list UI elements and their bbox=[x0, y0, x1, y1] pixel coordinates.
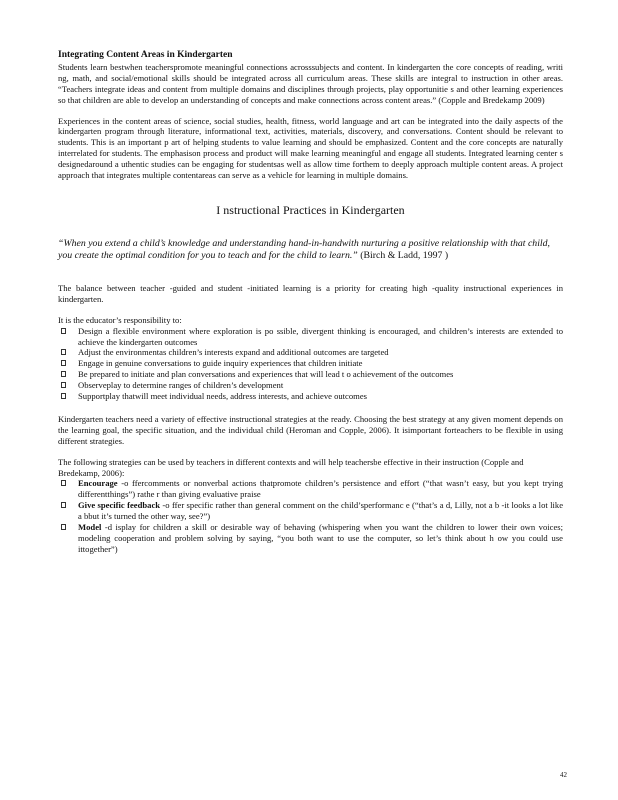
list-item: Observeplay to determine ranges of children’s development bbox=[58, 380, 563, 391]
list-item: Adjust the environmentas children’s interests expand and additional outcomes are targeted bbox=[58, 347, 563, 358]
page-number: 42 bbox=[560, 771, 567, 779]
strategy-term: Encourage bbox=[78, 478, 118, 489]
list-item: Supportplay thatwill meet individual needs, address interests, and achieve outcomes bbox=[58, 391, 563, 402]
paragraph-strategies: Kindergarten teachers need a variety of effective instructional strategies at the ready. Choosing the best strategy at any given moment depends on the learning goal, the specific situation, and the individual child (Heroman and Copple, 2006). It isimportant forteachers to be flexible in using different strategies. bbox=[58, 413, 563, 446]
bullet-box-icon bbox=[61, 480, 66, 486]
strategy-text: -d isplay for children a skill or desirable way of behaving (whispering when you want the children to lower their own voices; modeling cooperation and problem solving by saying, “you both want to use the computer, so let’s think about h ow you could use ittogether”) bbox=[78, 522, 563, 554]
list-item bbox=[58, 478, 563, 500]
bullet-box-icon bbox=[61, 328, 66, 334]
quote-citation: (Birch & Ladd, 1997 ) bbox=[357, 250, 449, 262]
quote-text: “When you extend a child’s knowledge and understanding hand-in-handwith nurturing a positive relationship with that child, you create the optimal condition for you to teach and for the child to learn.” bbox=[58, 237, 550, 262]
list-item: Design a flexible environment where exploration is po ssible, divergent thinking is encouraged, and children’s interests are extended to achieve the kindergarten outcomes bbox=[58, 326, 563, 348]
section-heading-integrating: Integrating Content Areas in Kindergarten bbox=[58, 50, 233, 60]
responsibility-intro: It is the educator’s responsibility to: bbox=[58, 314, 182, 325]
responsibility-list bbox=[58, 326, 563, 402]
paragraph-following: The following strategies can be used by teachers in different contexts and will help teachersbe effective in their instruction (Copple and Bredekamp, 2006): bbox=[58, 456, 524, 478]
strategy-text: -o ffercomments or nonverbal actions thatpromote children’s persistence and effort (“that wasn’t easy, but you kept trying differentthings”) rathe r than giving evaluative praise bbox=[78, 478, 563, 500]
list-item: Engage in genuine conversations to guide inquiry experiences that children initiate bbox=[58, 358, 563, 369]
section-title-instructional: I nstructional Practices in Kindergarten bbox=[216, 202, 405, 217]
bullet-box-icon bbox=[61, 502, 66, 508]
strategy-text: -o ffer specific rather than general comment on the child’sperformanc e (“that’s a d, Lilly, not a b -it looks a lot like a bbut it’s turned the other way, see?”) bbox=[78, 500, 564, 522]
bullet-box-icon bbox=[61, 393, 66, 399]
quote-block bbox=[58, 238, 563, 263]
list-item bbox=[58, 500, 563, 522]
bullet-box-icon bbox=[61, 382, 66, 388]
bullet-box-icon bbox=[61, 349, 66, 355]
paragraph-integrating-1: Students learn bestwhen teacherspromote meaningful connections acrosssubjects and content. In kindergarten the core concepts of reading, writi ng, math, and social/emotional skills should be integrated across all curriculum areas. These skills are integral to instruction in other areas. “Teachers integrate ideas and content from multiple domains and disciplines through projects, play opportunitie s and other learning experiences so that children are able to develop an understanding of concepts and make connections across content areas.” (Copple and Bredekamp 2009) bbox=[58, 61, 563, 105]
strategy-list bbox=[58, 478, 563, 554]
paragraph-balance: The balance between teacher -guided and student -initiated learning is a priority for creating high -quality instructional experiences in kindergarten. bbox=[58, 282, 563, 304]
document-page bbox=[58, 50, 563, 567]
paragraph-integrating-2: Experiences in the content areas of science, social studies, health, fitness, world language and art can be integrated into the daily aspects of the kindergarten program through literature, informational text, activities, materials, discovery, and conversations. Content should be relevant to students. This is an important p art of helping students to value learning and should be emphasized. Content and the core concepts are naturally interrelated for students. The emphasison process and product will make learning meaningful and engage all students. Integrated learning center s designedaround a uthentic studies can be engaging for studentsas well as allow time forthem to deeply approach multiple content areas. A project approach that integrates multiple contentareas can serve as a vehicle for learning in multiple domains. bbox=[58, 115, 563, 181]
strategy-term: Give specific feedback bbox=[78, 500, 161, 511]
bullet-box-icon bbox=[61, 524, 66, 530]
list-item bbox=[58, 522, 563, 555]
strategy-term: Model bbox=[78, 522, 102, 533]
bullet-box-icon bbox=[61, 360, 66, 366]
bullet-box-icon bbox=[61, 371, 66, 377]
list-item: Be prepared to initiate and plan conversations and experiences that will lead t o achievement of the outcomes bbox=[58, 369, 563, 380]
